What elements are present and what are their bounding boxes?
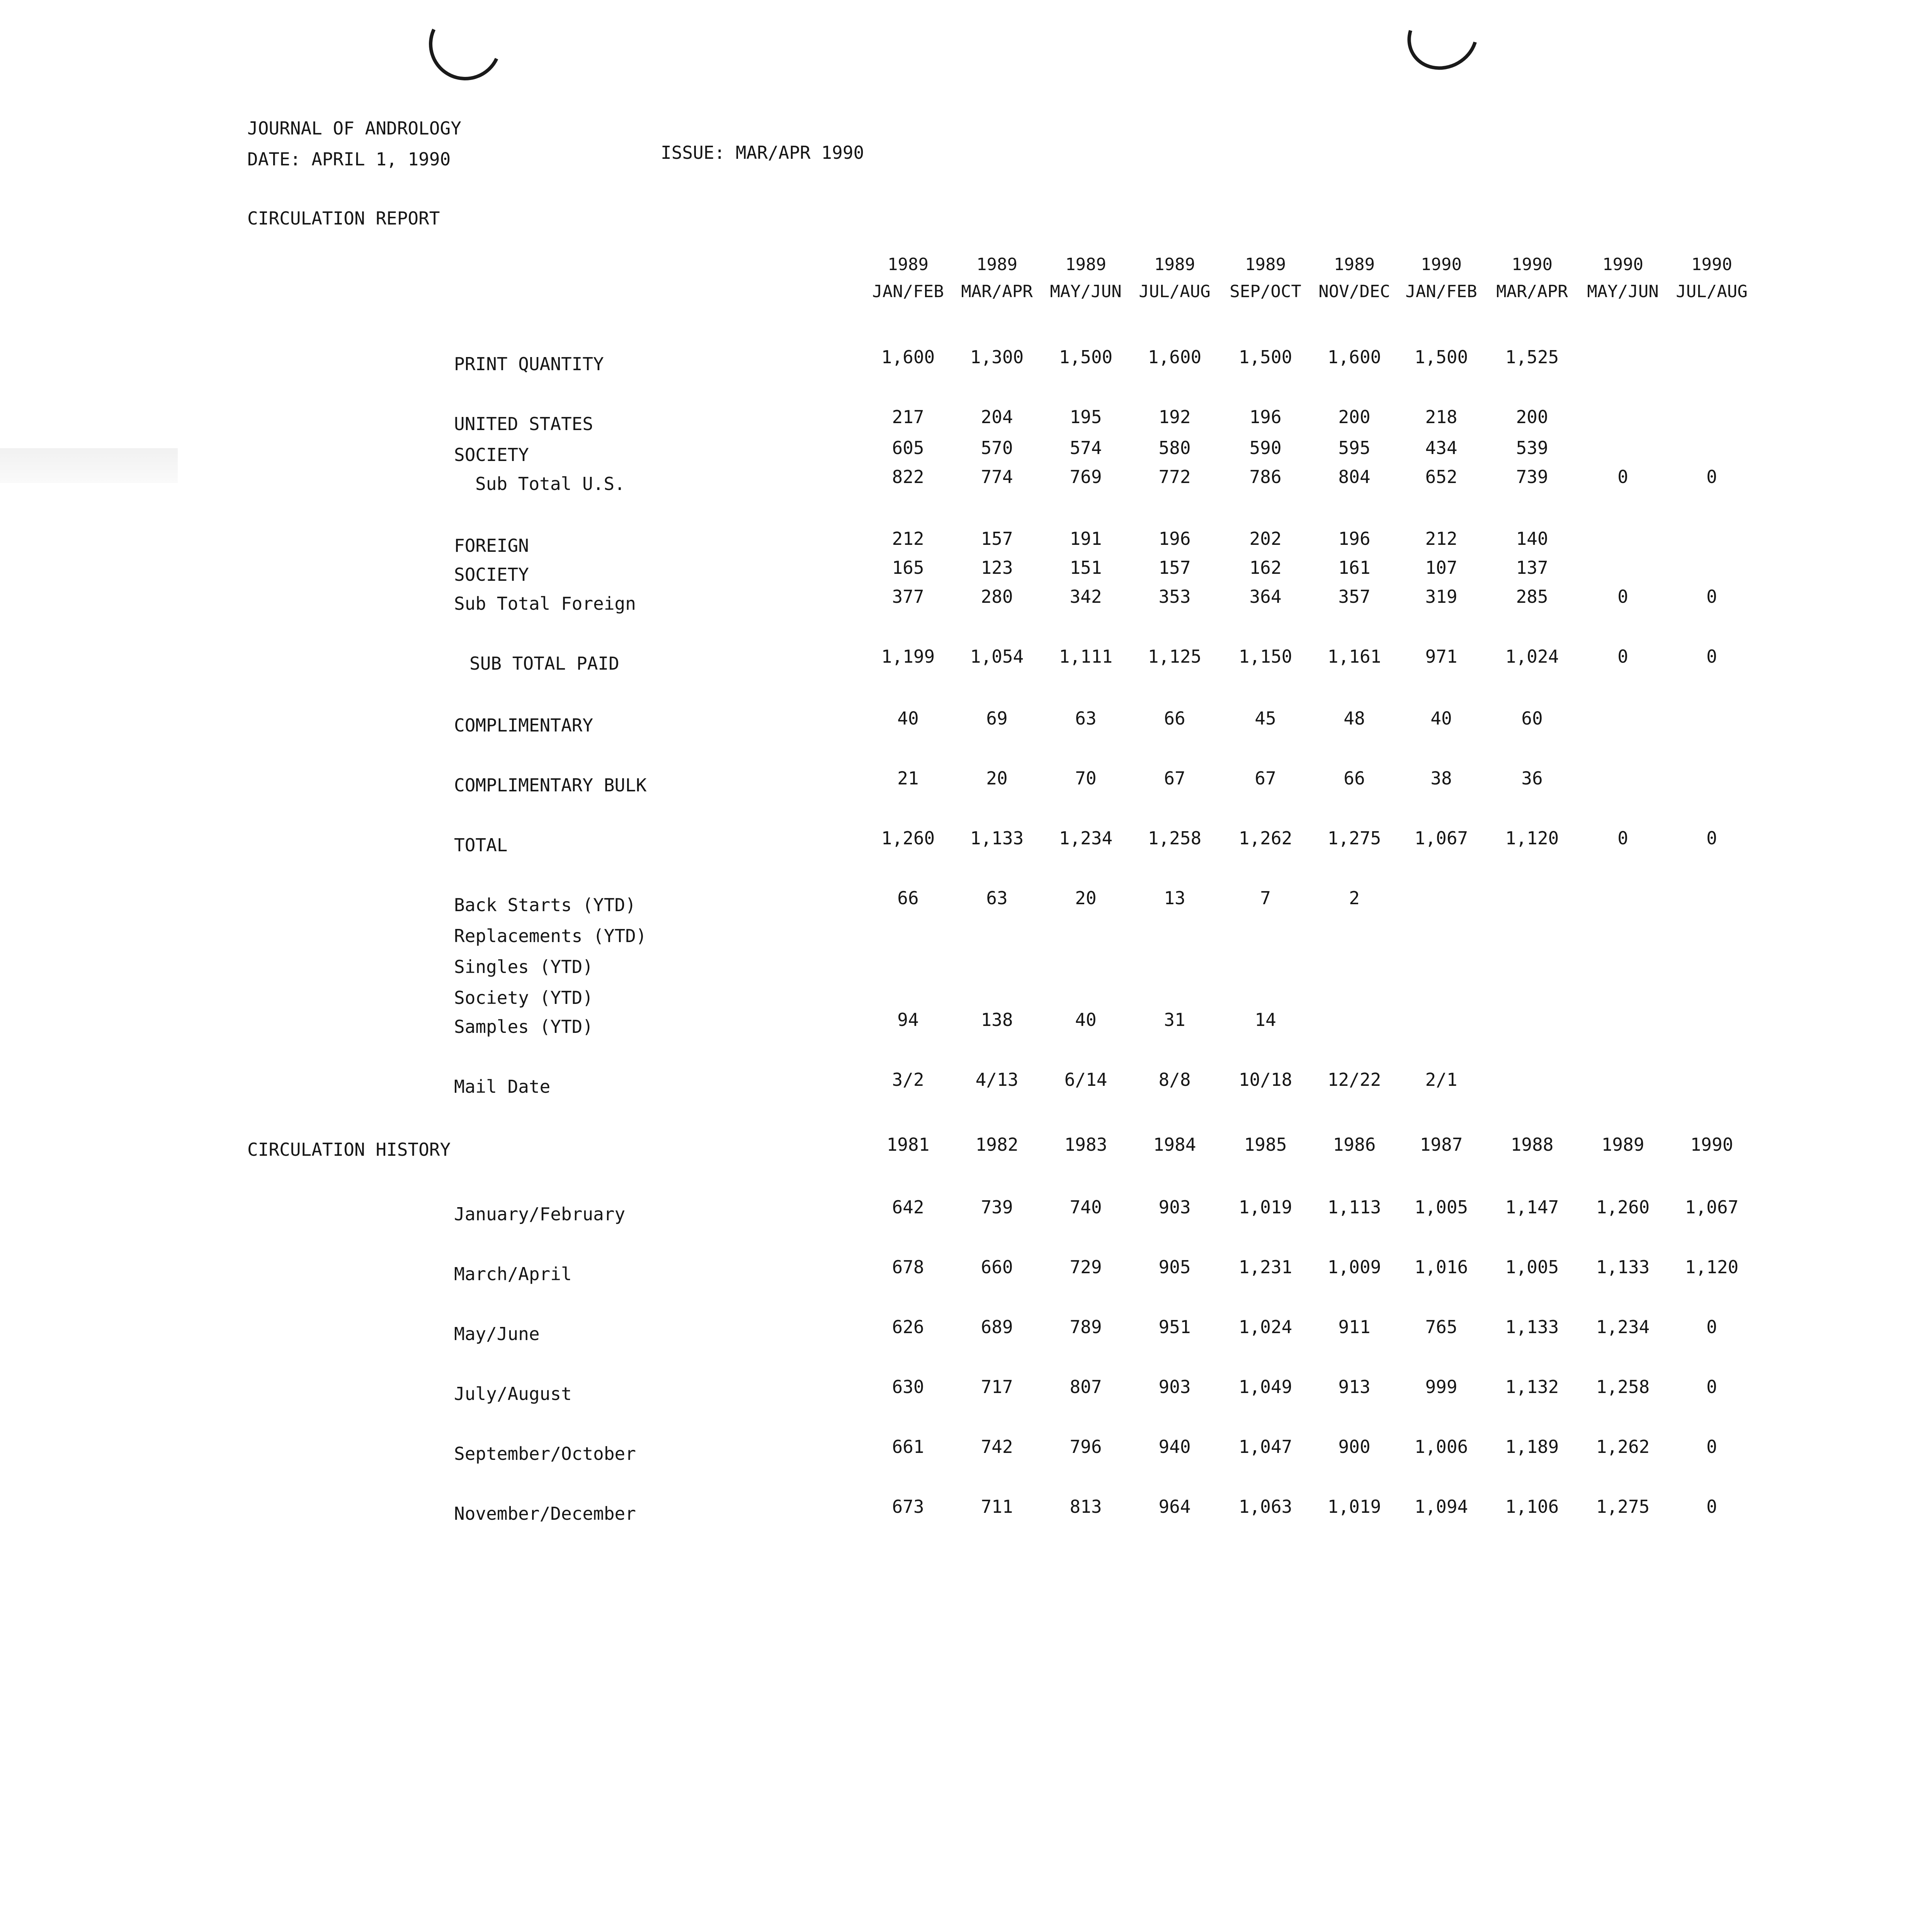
table-cell: 192 <box>1158 407 1191 427</box>
history-year: 1990 <box>1690 1134 1733 1155</box>
table-cell: 36 <box>1521 768 1543 789</box>
circulation-history-title: CIRCULATION HISTORY <box>247 1139 451 1160</box>
table-cell: 162 <box>1249 557 1282 578</box>
column-period: MAR/APR <box>961 282 1033 301</box>
history-cell: 1,275 <box>1596 1496 1650 1517</box>
history-cell: 661 <box>892 1436 924 1457</box>
column-year: 1989 <box>1065 255 1106 274</box>
table-cell: 21 <box>897 768 919 789</box>
table-cell: 1,500 <box>1059 347 1113 367</box>
history-cell: 1,047 <box>1238 1436 1293 1457</box>
history-row-label: July/August <box>454 1383 572 1404</box>
history-cell: 717 <box>981 1376 1013 1397</box>
table-cell: 353 <box>1158 586 1191 607</box>
history-cell: 1,094 <box>1414 1496 1468 1517</box>
table-cell: 151 <box>1070 557 1102 578</box>
history-row-label: January/February <box>454 1204 626 1225</box>
table-cell: 1,600 <box>881 347 935 367</box>
column-period: MAR/APR <box>1496 282 1568 301</box>
column-year: 1990 <box>1602 255 1643 274</box>
table-cell: 123 <box>981 557 1013 578</box>
table-cell: 1,150 <box>1238 646 1293 667</box>
table-cell: 200 <box>1516 407 1548 427</box>
table-cell: 1,258 <box>1148 828 1202 849</box>
table-cell: 157 <box>1158 557 1191 578</box>
history-cell: 903 <box>1158 1197 1191 1218</box>
table-cell: 20 <box>986 768 1008 789</box>
history-cell: 626 <box>892 1317 924 1337</box>
table-cell: 31 <box>1164 1009 1185 1030</box>
table-cell: 13 <box>1164 888 1185 908</box>
history-cell: 630 <box>892 1376 924 1397</box>
history-cell: 1,019 <box>1238 1197 1293 1218</box>
table-cell: 804 <box>1338 466 1371 487</box>
table-cell: 6/14 <box>1064 1069 1107 1090</box>
history-cell: 729 <box>1070 1257 1102 1277</box>
table-cell: 165 <box>892 557 924 578</box>
history-cell: 678 <box>892 1257 924 1277</box>
scan-edge-smudge <box>0 448 178 483</box>
history-cell: 1,132 <box>1505 1376 1559 1397</box>
table-cell: 161 <box>1338 557 1371 578</box>
history-row-label: March/April <box>454 1264 572 1284</box>
history-year: 1986 <box>1333 1134 1376 1155</box>
table-cell: 212 <box>1425 528 1458 549</box>
table-cell: 285 <box>1516 586 1548 607</box>
table-cell: 3/2 <box>892 1069 924 1090</box>
row-label: Sub Total Foreign <box>454 593 636 614</box>
column-year: 1989 <box>1334 255 1375 274</box>
table-cell: 40 <box>1075 1009 1097 1030</box>
row-label: SOCIETY <box>454 444 529 465</box>
table-cell: 4/13 <box>975 1069 1019 1090</box>
history-cell: 1,133 <box>1596 1257 1650 1277</box>
history-cell: 1,006 <box>1414 1436 1468 1457</box>
history-row-label: November/December <box>454 1503 636 1524</box>
table-cell: 580 <box>1158 437 1191 458</box>
history-year: 1984 <box>1153 1134 1196 1155</box>
column-year: 1989 <box>1245 255 1286 274</box>
history-cell: 796 <box>1070 1436 1102 1457</box>
row-label: Back Starts (YTD) <box>454 895 636 915</box>
table-cell: 595 <box>1338 437 1371 458</box>
table-cell: 138 <box>981 1009 1013 1030</box>
table-cell: 1,161 <box>1327 646 1381 667</box>
table-cell: 357 <box>1338 586 1371 607</box>
table-cell: 38 <box>1430 768 1452 789</box>
table-cell: 1,275 <box>1327 828 1381 849</box>
history-cell: 807 <box>1070 1376 1102 1397</box>
table-cell: 434 <box>1425 437 1458 458</box>
row-label: FOREIGN <box>454 535 529 556</box>
table-cell: 0 <box>1706 646 1717 667</box>
table-cell: 319 <box>1425 586 1458 607</box>
table-cell: 94 <box>897 1009 919 1030</box>
table-cell: 45 <box>1255 708 1276 729</box>
history-cell: 740 <box>1070 1197 1102 1218</box>
table-cell: 786 <box>1249 466 1282 487</box>
row-label: TOTAL <box>454 835 508 856</box>
table-cell: 1,067 <box>1414 828 1468 849</box>
table-cell: 8/8 <box>1158 1069 1191 1090</box>
history-cell: 642 <box>892 1197 924 1218</box>
table-cell: 574 <box>1070 437 1102 458</box>
history-year: 1982 <box>975 1134 1019 1155</box>
table-cell: 48 <box>1344 708 1365 729</box>
history-cell: 673 <box>892 1496 924 1517</box>
table-cell: 1,234 <box>1059 828 1113 849</box>
history-cell: 940 <box>1158 1436 1191 1457</box>
history-row-label: May/June <box>454 1323 540 1344</box>
history-cell: 1,189 <box>1505 1436 1559 1457</box>
history-cell: 689 <box>981 1317 1013 1337</box>
table-cell: 10/18 <box>1238 1069 1293 1090</box>
column-year: 1989 <box>888 255 929 274</box>
table-cell: 66 <box>897 888 919 908</box>
table-cell: 1,262 <box>1238 828 1293 849</box>
history-cell: 1,262 <box>1596 1436 1650 1457</box>
table-cell: 1,199 <box>881 646 935 667</box>
row-label: SOCIETY <box>454 564 529 585</box>
column-year: 1990 <box>1512 255 1553 274</box>
history-cell: 660 <box>981 1257 1013 1277</box>
row-label: Replacements (YTD) <box>454 925 647 946</box>
history-year: 1985 <box>1244 1134 1287 1155</box>
table-cell: 1,500 <box>1238 347 1293 367</box>
table-cell: 67 <box>1164 768 1185 789</box>
table-cell: 605 <box>892 437 924 458</box>
table-cell: 202 <box>1249 528 1282 549</box>
table-cell: 2 <box>1349 888 1360 908</box>
table-cell: 1,600 <box>1148 347 1202 367</box>
table-cell: 63 <box>986 888 1008 908</box>
history-cell: 903 <box>1158 1376 1191 1397</box>
table-cell: 196 <box>1158 528 1191 549</box>
table-cell: 280 <box>981 586 1013 607</box>
column-period: JAN/FEB <box>872 282 944 301</box>
history-cell: 1,009 <box>1327 1257 1381 1277</box>
column-period: MAY/JUN <box>1587 282 1659 301</box>
table-cell: 1,600 <box>1327 347 1381 367</box>
table-cell: 69 <box>986 708 1008 729</box>
table-cell: 2/1 <box>1425 1069 1458 1090</box>
history-cell: 999 <box>1425 1376 1458 1397</box>
column-period: JUL/AUG <box>1139 282 1211 301</box>
issue-label: ISSUE: MAR/APR 1990 <box>661 142 864 163</box>
table-cell: 1,525 <box>1505 347 1559 367</box>
table-cell: 1,500 <box>1414 347 1468 367</box>
history-cell: 1,147 <box>1505 1197 1559 1218</box>
table-cell: 590 <box>1249 437 1282 458</box>
history-year: 1987 <box>1420 1134 1463 1155</box>
table-cell: 971 <box>1425 646 1458 667</box>
history-cell: 1,120 <box>1685 1257 1739 1277</box>
column-year: 1989 <box>1154 255 1195 274</box>
punch-hole-mark <box>419 0 512 90</box>
row-label: Society (YTD) <box>454 987 594 1008</box>
history-cell: 1,106 <box>1505 1496 1559 1517</box>
table-cell: 67 <box>1255 768 1276 789</box>
table-cell: 377 <box>892 586 924 607</box>
table-cell: 217 <box>892 407 924 427</box>
row-label: COMPLIMENTARY <box>454 715 594 736</box>
history-cell: 1,016 <box>1414 1257 1468 1277</box>
table-cell: 195 <box>1070 407 1102 427</box>
row-label: Singles (YTD) <box>454 956 594 977</box>
table-cell: 1,111 <box>1059 646 1113 667</box>
column-period: NOV/DEC <box>1318 282 1390 301</box>
circulation-report-title: CIRCULATION REPORT <box>247 208 440 229</box>
history-cell: 964 <box>1158 1496 1191 1517</box>
history-cell: 913 <box>1338 1376 1371 1397</box>
history-cell: 742 <box>981 1436 1013 1457</box>
history-cell: 1,019 <box>1327 1496 1381 1517</box>
history-cell: 813 <box>1070 1496 1102 1517</box>
table-cell: 7 <box>1260 888 1271 908</box>
column-period: MAY/JUN <box>1050 282 1122 301</box>
table-cell: 0 <box>1706 586 1717 607</box>
history-row-label: September/October <box>454 1443 636 1464</box>
history-cell: 1,067 <box>1685 1197 1739 1218</box>
journal-name: JOURNAL OF ANDROLOGY <box>247 118 461 139</box>
table-cell: 196 <box>1338 528 1371 549</box>
history-cell: 0 <box>1706 1496 1717 1517</box>
table-cell: 14 <box>1255 1009 1276 1030</box>
history-cell: 951 <box>1158 1317 1191 1337</box>
table-cell: 137 <box>1516 557 1548 578</box>
table-cell: 1,120 <box>1505 828 1559 849</box>
history-cell: 1,063 <box>1238 1496 1293 1517</box>
history-cell: 711 <box>981 1496 1013 1517</box>
history-cell: 1,024 <box>1238 1317 1293 1337</box>
table-cell: 0 <box>1617 586 1628 607</box>
table-cell: 40 <box>897 708 919 729</box>
history-cell: 1,049 <box>1238 1376 1293 1397</box>
history-cell: 1,113 <box>1327 1197 1381 1218</box>
table-cell: 63 <box>1075 708 1097 729</box>
table-cell: 1,133 <box>970 828 1024 849</box>
row-label: COMPLIMENTARY BULK <box>454 775 647 796</box>
table-cell: 66 <box>1164 708 1185 729</box>
column-year: 1989 <box>976 255 1017 274</box>
table-cell: 200 <box>1338 407 1371 427</box>
table-cell: 774 <box>981 466 1013 487</box>
punch-hole-mark <box>1395 0 1491 83</box>
history-cell: 789 <box>1070 1317 1102 1337</box>
table-cell: 140 <box>1516 528 1548 549</box>
column-period: JAN/FEB <box>1405 282 1477 301</box>
table-cell: 204 <box>981 407 1013 427</box>
row-label: Samples (YTD) <box>454 1016 594 1037</box>
table-cell: 772 <box>1158 466 1191 487</box>
column-period: JUL/AUG <box>1676 282 1748 301</box>
table-cell: 570 <box>981 437 1013 458</box>
history-year: 1988 <box>1510 1134 1554 1155</box>
history-cell: 905 <box>1158 1257 1191 1277</box>
history-cell: 1,258 <box>1596 1376 1650 1397</box>
table-cell: 66 <box>1344 768 1365 789</box>
history-cell: 0 <box>1706 1436 1717 1457</box>
history-cell: 765 <box>1425 1317 1458 1337</box>
table-cell: 191 <box>1070 528 1102 549</box>
table-cell: 157 <box>981 528 1013 549</box>
column-period: SEP/OCT <box>1230 282 1301 301</box>
table-cell: 822 <box>892 466 924 487</box>
table-cell: 0 <box>1706 466 1717 487</box>
table-cell: 0 <box>1617 646 1628 667</box>
history-year: 1981 <box>886 1134 930 1155</box>
column-year: 1990 <box>1421 255 1462 274</box>
table-cell: 364 <box>1249 586 1282 607</box>
table-cell: 1,300 <box>970 347 1024 367</box>
history-cell: 911 <box>1338 1317 1371 1337</box>
row-label: Mail Date <box>454 1076 551 1097</box>
table-cell: 107 <box>1425 557 1458 578</box>
table-cell: 1,024 <box>1505 646 1559 667</box>
history-cell: 1,133 <box>1505 1317 1559 1337</box>
table-cell: 1,260 <box>881 828 935 849</box>
table-cell: 70 <box>1075 768 1097 789</box>
table-cell: 12/22 <box>1327 1069 1381 1090</box>
column-year: 1990 <box>1691 255 1732 274</box>
history-year: 1989 <box>1601 1134 1645 1155</box>
row-label: PRINT QUANTITY <box>454 354 604 374</box>
row-label: SUB TOTAL PAID <box>469 653 619 674</box>
table-cell: 652 <box>1425 466 1458 487</box>
history-cell: 1,005 <box>1414 1197 1468 1218</box>
table-cell: 769 <box>1070 466 1102 487</box>
table-cell: 60 <box>1521 708 1543 729</box>
table-cell: 218 <box>1425 407 1458 427</box>
table-cell: 342 <box>1070 586 1102 607</box>
table-cell: 40 <box>1430 708 1452 729</box>
table-cell: 1,125 <box>1148 646 1202 667</box>
history-cell: 1,260 <box>1596 1197 1650 1218</box>
table-cell: 1,054 <box>970 646 1024 667</box>
history-cell: 1,005 <box>1505 1257 1559 1277</box>
history-cell: 739 <box>981 1197 1013 1218</box>
history-year: 1983 <box>1064 1134 1107 1155</box>
history-cell: 1,231 <box>1238 1257 1293 1277</box>
history-cell: 900 <box>1338 1436 1371 1457</box>
history-cell: 0 <box>1706 1376 1717 1397</box>
table-cell: 196 <box>1249 407 1282 427</box>
table-cell: 20 <box>1075 888 1097 908</box>
history-cell: 1,234 <box>1596 1317 1650 1337</box>
table-cell: 0 <box>1706 828 1717 849</box>
table-cell: 212 <box>892 528 924 549</box>
table-cell: 739 <box>1516 466 1548 487</box>
table-cell: 0 <box>1617 466 1628 487</box>
row-label: UNITED STATES <box>454 413 594 434</box>
report-date: DATE: APRIL 1, 1990 <box>247 149 451 170</box>
row-label: Sub Total U.S. <box>475 473 625 494</box>
history-cell: 0 <box>1706 1317 1717 1337</box>
table-cell: 539 <box>1516 437 1548 458</box>
table-cell: 0 <box>1617 828 1628 849</box>
